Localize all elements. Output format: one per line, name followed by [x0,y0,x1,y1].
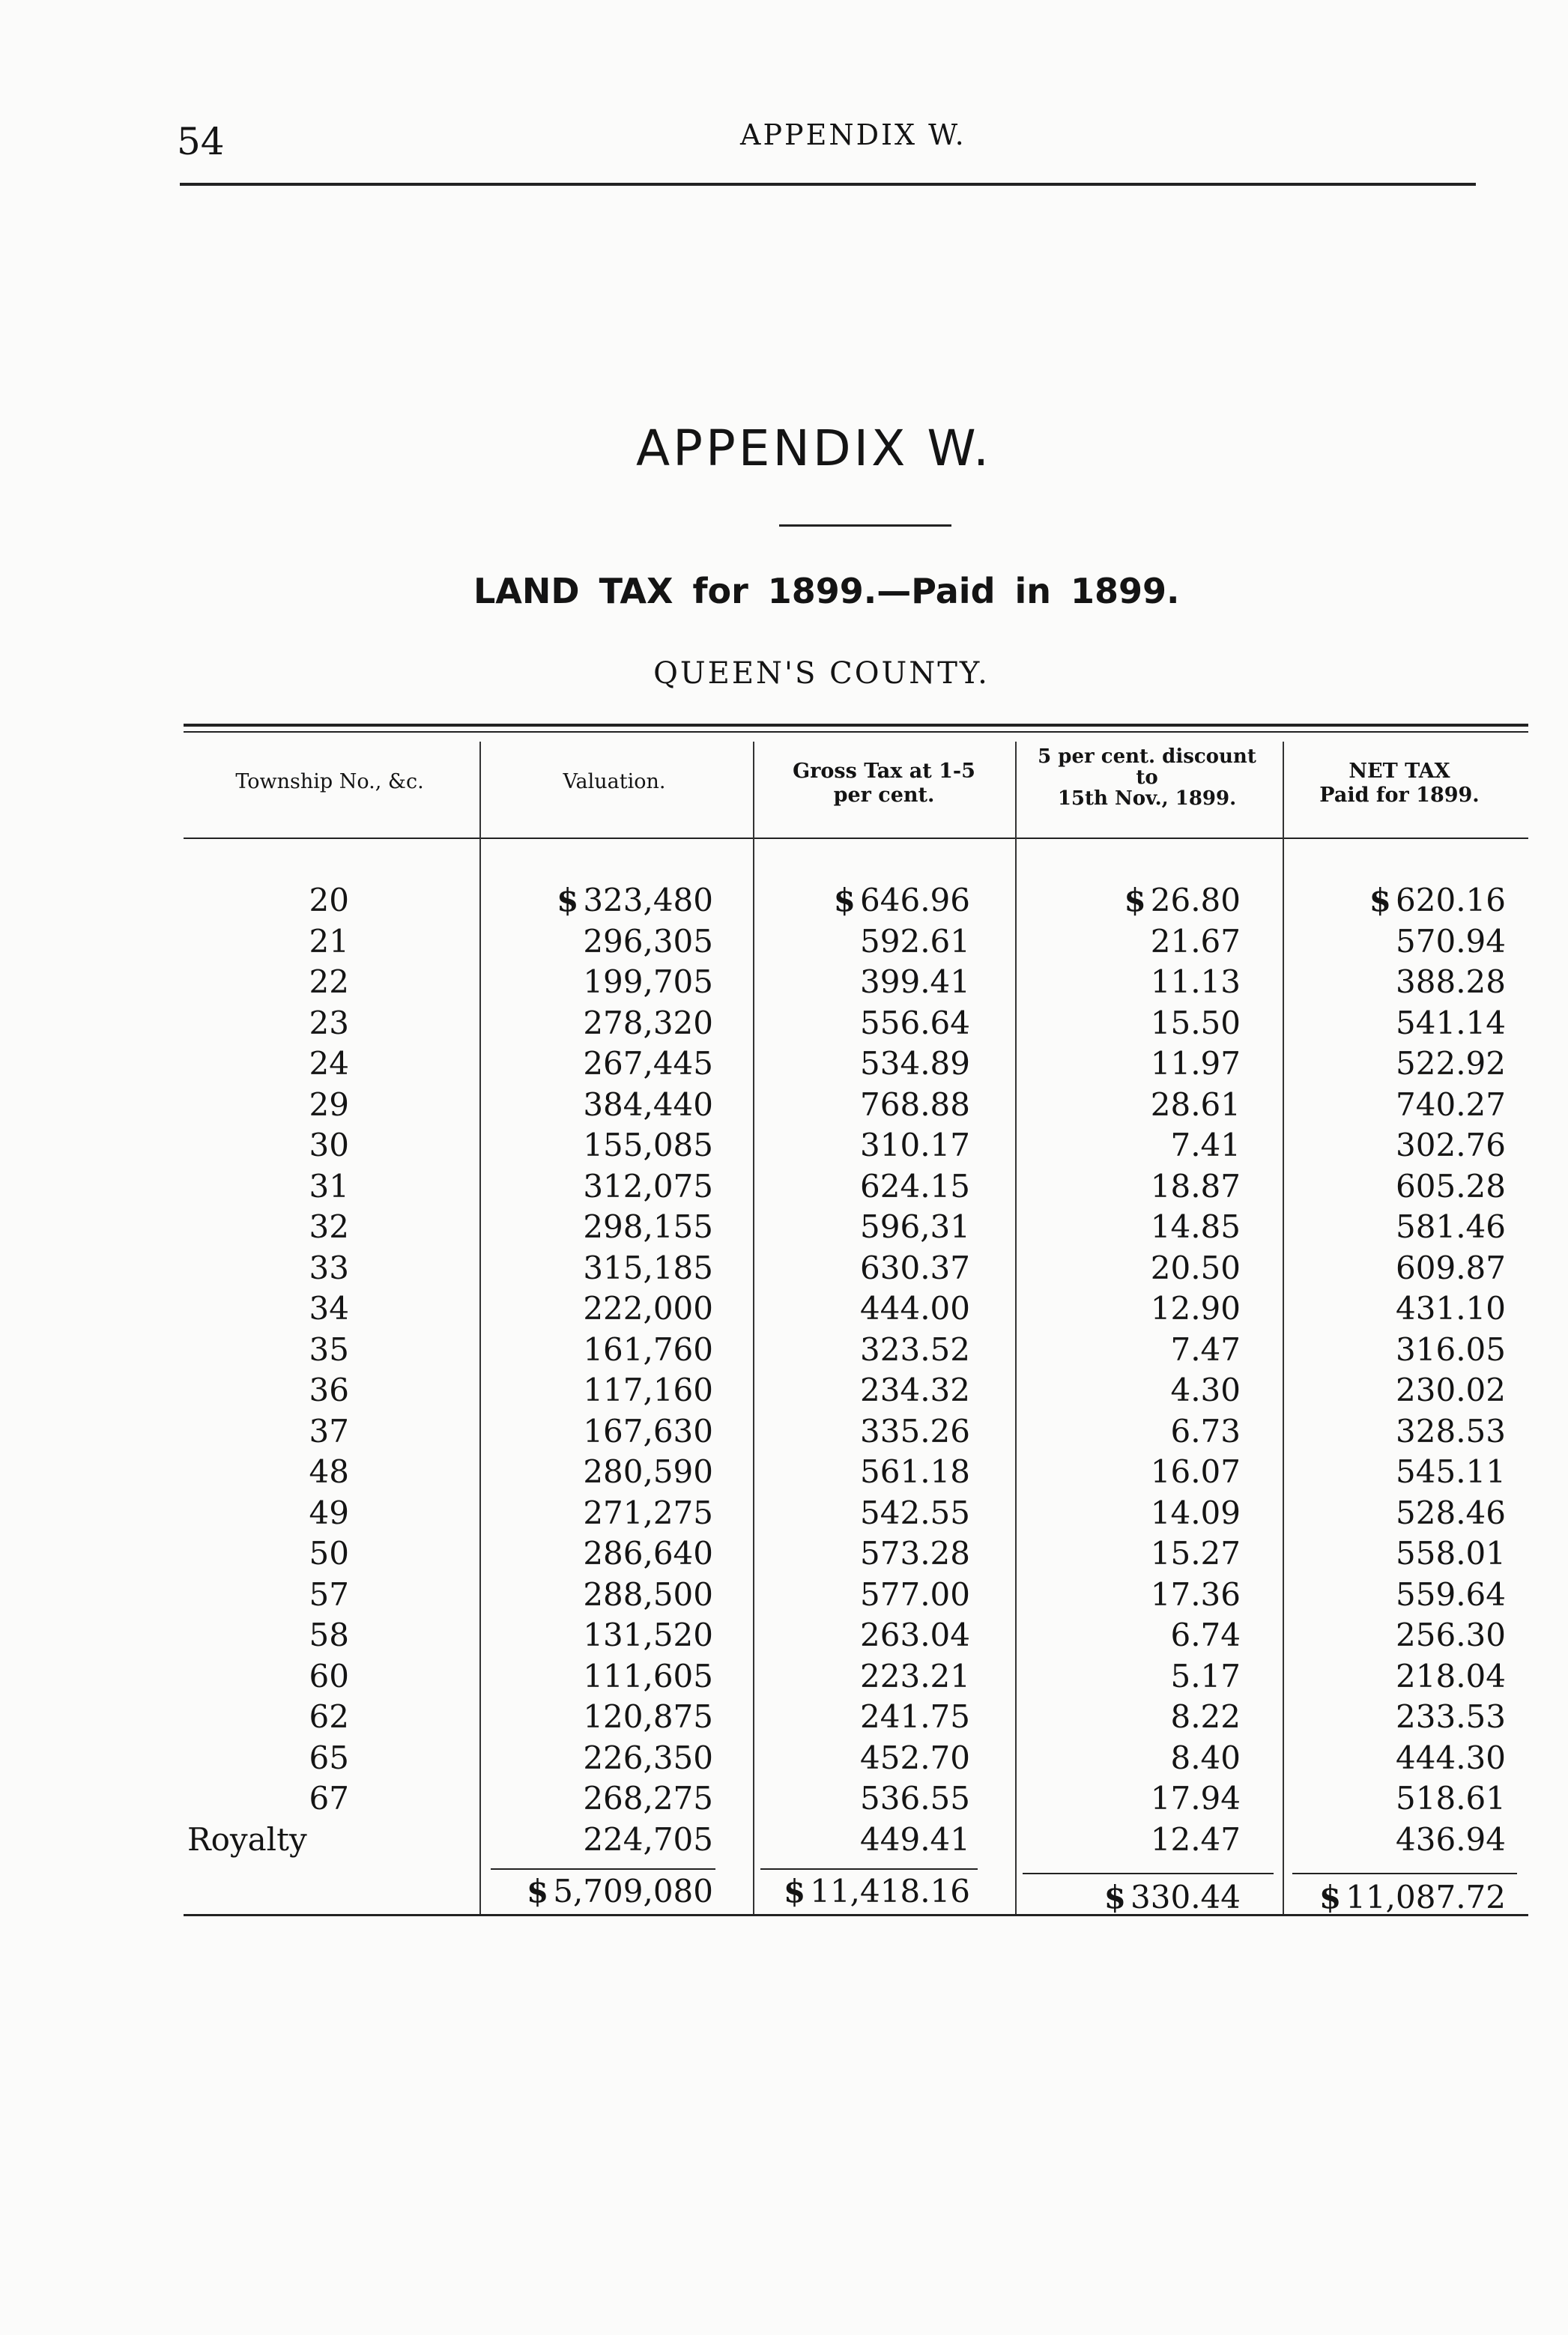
gross-tax-cell: 399.41 [860,963,970,1000]
gross-tax-cell: 444.00 [860,1290,970,1327]
table-row [0,1575,1568,1616]
gross-tax-cell: 577.00 [860,1575,970,1613]
county-heading: QUEEN'S COUNTY. [653,656,990,691]
net-tax-cell: 581.46 [1396,1208,1506,1245]
valuation-cell: 161,760 [583,1330,713,1368]
table-row [0,1207,1568,1248]
net-tax-cell: 328.53 [1396,1412,1506,1450]
table-top-rule-thin [184,731,1528,733]
township-cell: 23 [309,1004,349,1041]
gross-tax-cell: 241.75 [860,1698,970,1735]
table-row [0,1248,1568,1289]
net-tax-cell: 528.46 [1396,1494,1506,1531]
discount-cell: 20.50 [1150,1249,1241,1286]
valuation-sum-rule [491,1868,715,1870]
discount-cell: 5.17 [1170,1657,1241,1695]
township-cell: 34 [309,1290,349,1327]
net-tax-cell: 230.02 [1396,1372,1506,1408]
valuation-cell: 167,630 [583,1412,713,1450]
net-tax-value: 620.16 [1396,882,1506,918]
township-cell: 30 [309,1127,349,1163]
net-tax-cell: 233.53 [1396,1698,1506,1735]
gross-tax-cell: 768.88 [860,1085,970,1123]
discount-cell: 12.90 [1150,1290,1241,1327]
township-cell: 22 [309,963,349,1000]
valuation-cell: 222,000 [583,1290,713,1327]
gross-tax-cell: 534.89 [860,1045,970,1082]
township-cell: 50 [309,1535,349,1572]
township-cell: 65 [309,1739,349,1776]
gross-tax-cell: 573.28 [860,1535,970,1572]
valuation-cell: 384,440 [583,1085,713,1123]
discount-cell: 7.41 [1170,1127,1241,1163]
gross-tax-cell [757,880,970,921]
table-row [0,1656,1568,1698]
table-row [0,1003,1568,1044]
table-row [0,1085,1568,1126]
net-tax-cell: 545.11 [1396,1453,1506,1490]
subtitle-word: in [1014,571,1052,611]
township-cell: 29 [309,1085,349,1123]
township-cell: 49 [309,1494,349,1531]
gross-tax-value: 646.96 [860,882,970,918]
dollar-sign: $ [1369,882,1392,918]
net-tax-cell: 559.64 [1396,1575,1506,1613]
net-tax-cell: 740.27 [1396,1085,1506,1123]
net-tax-cell: 605.28 [1396,1167,1506,1205]
discount-cell: 18.87 [1150,1167,1241,1205]
township-cell: 67 [309,1780,349,1817]
net-tax-cell: 436.94 [1396,1820,1506,1858]
township-cell: Royalty [187,1820,307,1858]
table-row [0,1288,1568,1330]
gross-tax-cell: 542.55 [860,1494,970,1531]
valuation-cell [487,880,713,921]
discount-total-value: 330.44 [1130,1879,1241,1915]
title-rule [779,524,951,527]
dollar-sign: $ [1319,1879,1342,1915]
valuation-cell: 271,275 [583,1494,713,1531]
valuation-cell: 267,445 [583,1045,713,1082]
dollar-sign: $ [833,882,856,918]
gross-tax-cell: 223.21 [860,1657,970,1695]
net-tax-cell: 316.05 [1396,1330,1506,1368]
discount-cell: 7.47 [1170,1330,1241,1368]
valuation-cell: 288,500 [583,1575,713,1613]
dollar-sign: $ [557,882,579,918]
table-row [0,1044,1568,1085]
gross-tax-cell: 536.55 [860,1780,970,1817]
column-header-line: Gross Tax at 1-5 [793,760,975,783]
gross-tax-cell: 449.41 [860,1820,970,1858]
valuation-cell: 268,275 [583,1780,713,1817]
township-cell: 48 [309,1453,349,1490]
discount-value: 26.80 [1150,882,1241,918]
net-tax-cell: 388.28 [1396,963,1506,1000]
township-cell: 36 [309,1372,349,1408]
valuation-total [487,1871,713,1912]
table-row [0,1493,1568,1534]
header-bottom-rule [184,838,1528,839]
valuation-cell: 280,590 [583,1453,713,1490]
discount-cell: 28.61 [1150,1085,1241,1123]
discount-cell: 14.85 [1150,1208,1241,1245]
valuation-cell: 224,705 [583,1820,713,1858]
discount-cell: 4.30 [1170,1372,1241,1408]
table-row [0,1166,1568,1208]
discount-cell: 11.97 [1150,1045,1241,1082]
table-row [0,880,1568,921]
table-subtitle [473,571,1199,611]
header-rule [180,183,1476,186]
discount-cell: 15.27 [1150,1535,1241,1572]
table-row [0,1452,1568,1493]
net-tax-cell: 518.61 [1396,1780,1506,1817]
subtitle-word: for [692,571,748,611]
discount-cell: 17.36 [1150,1575,1241,1613]
valuation-value: 323,480 [583,882,713,918]
table-row [0,1697,1568,1738]
gross-tax-cell: 592.61 [860,922,970,960]
gross-tax-cell: 335.26 [860,1412,970,1450]
dollar-sign: $ [527,1873,549,1910]
valuation-cell: 155,085 [583,1127,713,1163]
discount-cell: 8.22 [1170,1698,1241,1735]
dollar-sign: $ [1124,882,1146,918]
township-cell: 31 [309,1167,349,1205]
column-header-township: Township No., &c. [235,770,424,793]
discount-cell: 21.67 [1150,922,1241,960]
table-body [0,880,1568,1860]
valuation-cell: 117,160 [583,1372,713,1408]
column-header-valuation: Valuation. [563,770,666,793]
column-header-net-tax [1287,760,1512,808]
column-header-line: per cent. [833,784,935,807]
subtitle-word: 1899. [1071,571,1180,611]
gross-tax-total [757,1871,970,1912]
township-cell: 62 [309,1698,349,1735]
valuation-cell: 296,305 [583,922,713,960]
net-tax-cell: 522.92 [1396,1045,1506,1082]
table-row [0,1330,1568,1371]
valuation-total-value: 5,709,080 [553,1873,713,1910]
totals-row [0,1871,1568,1915]
table-row [0,1533,1568,1575]
valuation-cell: 286,640 [583,1535,713,1572]
page-number: 54 [177,120,225,163]
net-tax-total [1289,1877,1506,1918]
dollar-sign: $ [784,1873,806,1910]
net-tax-cell: 541.14 [1396,1004,1506,1041]
township-cell: 20 [309,882,349,918]
valuation-cell: 278,320 [583,1004,713,1041]
net-tax-cell: 431.10 [1396,1290,1506,1327]
valuation-cell: 120,875 [583,1698,713,1735]
column-header-line: NET TAX [1348,760,1450,783]
running-head: APPENDIX W. [740,118,966,151]
gross-tax-cell: 452.70 [860,1739,970,1776]
discount-cell: 12.47 [1150,1820,1241,1858]
discount-cell: 16.07 [1150,1453,1241,1490]
valuation-cell: 199,705 [583,963,713,1000]
township-cell: 21 [309,922,349,960]
valuation-cell: 315,185 [583,1249,713,1286]
net-tax-cell: 570.94 [1396,922,1506,960]
net-tax-total-value: 11,087.72 [1345,1879,1506,1915]
column-header-line: 5 per cent. discount [1038,745,1256,768]
gross-tax-cell: 310.17 [860,1127,970,1163]
valuation-cell: 131,520 [583,1617,713,1653]
gross-tax-cell: 561.18 [860,1453,970,1490]
appendix-title: APPENDIX W. [636,420,992,477]
column-header-gross-tax [757,760,1011,808]
table-row [0,921,1568,963]
gross-tax-total-value: 11,418.16 [810,1873,970,1910]
net-tax-cell: 302.76 [1396,1127,1506,1163]
gross-tax-cell: 556.64 [860,1004,970,1041]
gross-tax-cell: 263.04 [860,1617,970,1653]
valuation-cell: 298,155 [583,1208,713,1245]
township-cell: 58 [309,1617,349,1653]
gross-tax-cell: 596,31 [860,1208,970,1245]
column-header-discount [1016,746,1278,809]
table-row [0,1411,1568,1453]
valuation-cell: 111,605 [583,1657,713,1695]
table-top-rule [184,724,1528,727]
township-cell: 24 [309,1045,349,1082]
gross-tax-cell: 234.32 [860,1372,970,1408]
discount-cell: 11.13 [1150,963,1241,1000]
net-tax-cell: 444.30 [1396,1739,1506,1776]
valuation-cell: 312,075 [583,1167,713,1205]
net-tax-cell: 558.01 [1396,1535,1506,1572]
net-tax-cell: 218.04 [1396,1657,1506,1695]
gross-sum-rule [760,1868,978,1870]
table-row [0,1820,1568,1861]
discount-cell: 8.40 [1170,1739,1241,1776]
discount-cell: 6.73 [1170,1412,1241,1450]
township-cell: 57 [309,1575,349,1613]
discount-total [1019,1877,1241,1918]
subtitle-word: 1899.—Paid [767,571,996,611]
table-row [0,1125,1568,1166]
column-header-line: to [1136,766,1158,789]
discount-cell: 14.09 [1150,1494,1241,1531]
gross-tax-cell: 624.15 [860,1167,970,1205]
township-cell: 37 [309,1412,349,1450]
subtitle-word: TAX [599,571,673,611]
discount-cell: 15.50 [1150,1004,1241,1041]
discount-cell [1019,880,1241,921]
township-cell: 35 [309,1330,349,1368]
table-row [0,962,1568,1003]
column-header-line: Paid for 1899. [1319,784,1480,807]
net-tax-cell [1289,880,1506,921]
subtitle-word: LAND [473,571,580,611]
valuation-cell: 226,350 [583,1739,713,1776]
gross-tax-cell: 630.37 [860,1249,970,1286]
township-cell: 33 [309,1249,349,1286]
discount-cell: 6.74 [1170,1617,1241,1653]
table-row [0,1615,1568,1656]
gross-tax-cell: 323.52 [860,1330,970,1368]
net-tax-cell: 256.30 [1396,1617,1506,1653]
net-tax-cell: 609.87 [1396,1249,1506,1286]
discount-cell: 17.94 [1150,1780,1241,1817]
dollar-sign: $ [1104,1879,1127,1915]
table-row [0,1370,1568,1411]
township-cell: 60 [309,1657,349,1695]
township-cell: 32 [309,1208,349,1245]
table-row [0,1738,1568,1779]
column-header-line: 15th Nov., 1899. [1057,787,1237,810]
table-row [0,1778,1568,1820]
